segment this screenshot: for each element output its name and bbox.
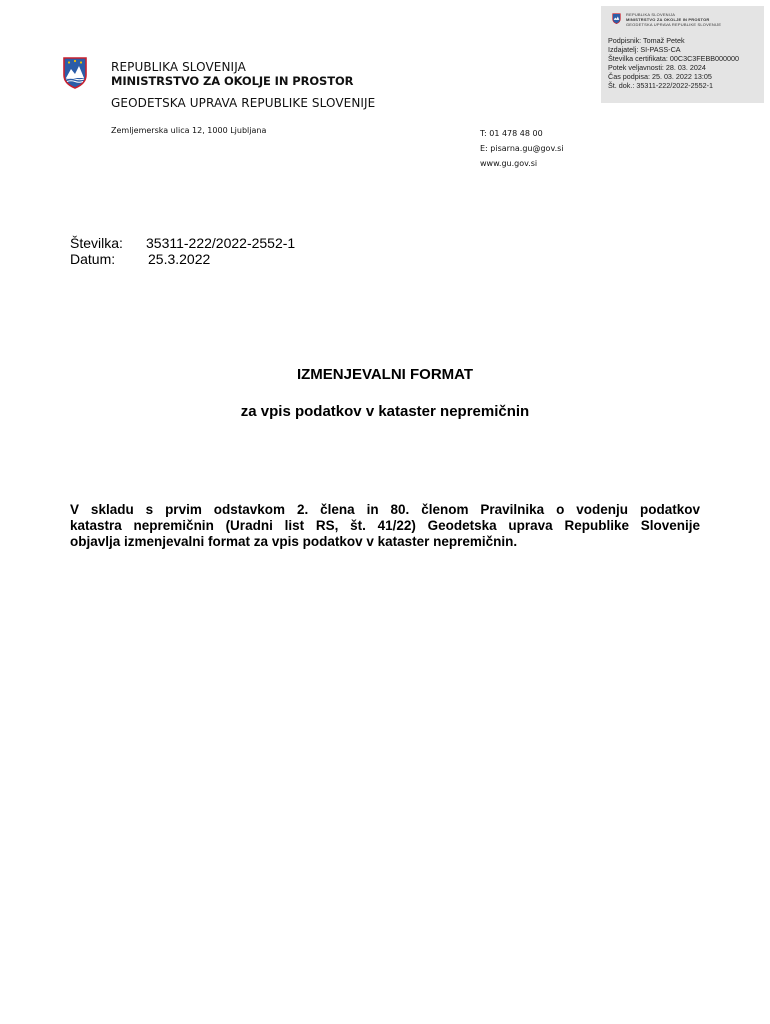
header-agency: GEODETSKA UPRAVA REPUBLIKE SLOVENIJE [111, 96, 376, 110]
digital-signature-stamp [601, 6, 764, 103]
slovenia-coat-of-arms-icon [62, 57, 88, 89]
header-republic: REPUBLIKA SLOVENIJA [111, 60, 246, 74]
header-web[interactable]: www.gu.gov.si [480, 159, 538, 168]
header-contact [480, 126, 564, 171]
signer: Podpisnik: Tomaž Petek [608, 36, 685, 45]
header-ministry: MINISTRSTVO ZA OKOLJE IN PROSTOR [111, 74, 354, 88]
certificate-expiry: Potek veljavnosti: 28. 03. 2024 [608, 63, 706, 73]
reference-number-value: 35311-222/2022-2552-1 [146, 235, 296, 251]
header-phone: T: 01 478 48 00 [480, 129, 543, 138]
document-subtitle: za vpis podatkov v kataster nepremičnin [240, 403, 530, 420]
signature-details [608, 36, 764, 91]
body-line: katastra nepremičnin (Uradni list RS, št. 41/22) Geodetska uprava Republike Slovenije [70, 518, 700, 533]
signature-header [612, 12, 764, 36]
reference-date-value: 25.3.2022 [148, 251, 211, 267]
signing-time: Čas podpisa: 25. 03. 2022 13:05 [608, 72, 712, 82]
crest-mini-icon [612, 13, 621, 24]
signature-header-line: GEODETSKA UPRAVA REPUBLIKE SLOVENIJE [626, 22, 722, 27]
certificate-number: Številka certifikata: 00C3C3FEBB000000 [608, 54, 740, 64]
signature-header-text [626, 12, 721, 27]
signature-document-number: Št. dok.: 35311-222/2022-2552-1 [608, 81, 713, 91]
body-line: objavlja izmenjevalni format za vpis podatkov v kataster nepremičnin. [70, 534, 518, 549]
document-reference [70, 235, 295, 267]
reference-number-label: Številka: [70, 235, 123, 251]
reference-number-row [70, 235, 295, 251]
header-address: Zemljemerska ulica 12, 1000 Ljubljana [111, 126, 267, 135]
reference-date-row [70, 251, 295, 267]
document-title: IZMENJEVALNI FORMAT [296, 366, 474, 383]
signature-header-line: MINISTRSTVO ZA OKOLJE IN PROSTOR [626, 17, 710, 22]
issuer: Izdajatelj: SI-PASS-CA [608, 45, 681, 55]
body-line: V skladu s prvim odstavkom 2. člena in 80. členom Pravilnika o vodenju podatkov [70, 502, 700, 517]
header-email[interactable]: E: pisarna.gu@gov.si [480, 144, 564, 153]
document-body [70, 502, 700, 550]
reference-date-label: Datum: [70, 251, 116, 267]
signature-header-line: REPUBLIKA SLOVENIJA [626, 12, 676, 17]
